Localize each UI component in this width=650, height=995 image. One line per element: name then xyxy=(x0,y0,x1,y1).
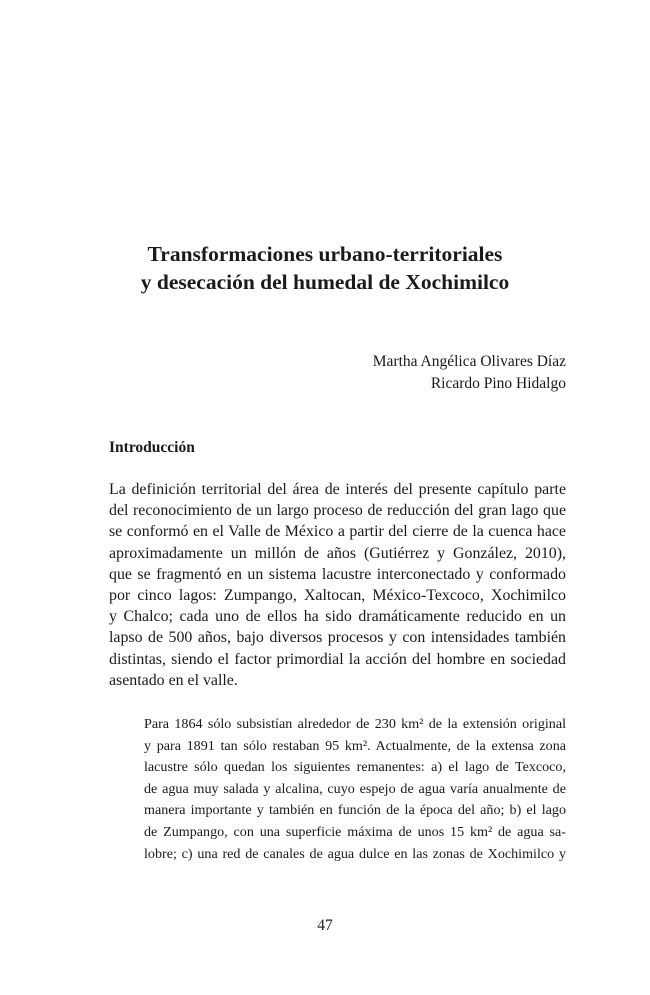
quote-line: Para 1864 sólo subsistían alrededor de 230 km² de la extensión original xyxy=(144,716,566,732)
author-list xyxy=(373,351,566,395)
page-number: 47 xyxy=(317,917,333,934)
paragraph-line: por cinco lagos: Zumpango, Xaltocan, México-Texcoco, Xochimilco xyxy=(109,587,566,605)
paragraph-line: La definición territorial del área de interés del presente capítulo parte xyxy=(109,481,566,498)
paragraph-line: lapso de 500 años, bajo diversos procesos y con intensidades también xyxy=(109,629,566,647)
chapter-title-line-1: Transformaciones urbano-territoriales xyxy=(147,242,503,266)
paragraph-line: se conformó en el Valle de México a partir del cierre de la cuenca hace xyxy=(109,523,566,541)
paragraph-line: distintas, siendo el factor primordial la acción del hombre en sociedad xyxy=(109,650,566,668)
chapter-title xyxy=(60,240,590,296)
quote-line: lacustre sólo quedan los siguientes remanentes: a) el lago de Texcoco, xyxy=(144,759,566,776)
author-name: Ricardo Pino Hidalgo xyxy=(430,375,566,392)
paragraph-line: que se fragmentó en un sistema lacustre interconectado y conformado xyxy=(109,565,566,583)
block-quote xyxy=(144,714,566,865)
section-heading: Introducción xyxy=(109,439,195,456)
chapter-title-line-2: y desecación del humedal de Xochimilco xyxy=(140,270,510,294)
paragraph-line: y Chalco; cada uno de ellos ha sido dramáticamente reducido en un xyxy=(109,608,566,626)
quote-line: manera importante y también en función de la época del año; b) el lago xyxy=(144,802,566,819)
paragraph-line: asentado en el valle. xyxy=(109,671,238,689)
quote-line: de Zumpango, con una superficie máxima de unos 15 km² de agua sa- xyxy=(144,823,566,840)
paragraph-line: del reconocimiento de un largo proceso de reducción del gran lago que xyxy=(109,502,566,520)
quote-line: de agua muy salada y alcalina, cuyo espejo de agua varía anualmente de xyxy=(144,780,566,797)
author-name: Martha Angélica Olivares Díaz xyxy=(372,353,566,370)
intro-paragraph xyxy=(109,479,566,691)
paragraph-line: aproximadamente un millón de años (Gutiérrez y González, 2010), xyxy=(109,544,566,562)
quote-line: y para 1891 tan sólo restaban 95 km². Actualmente, de la extensa zona xyxy=(144,737,566,754)
quote-line: lobre; c) una red de canales de agua dulce en las zonas de Xochimilco y xyxy=(144,845,566,862)
